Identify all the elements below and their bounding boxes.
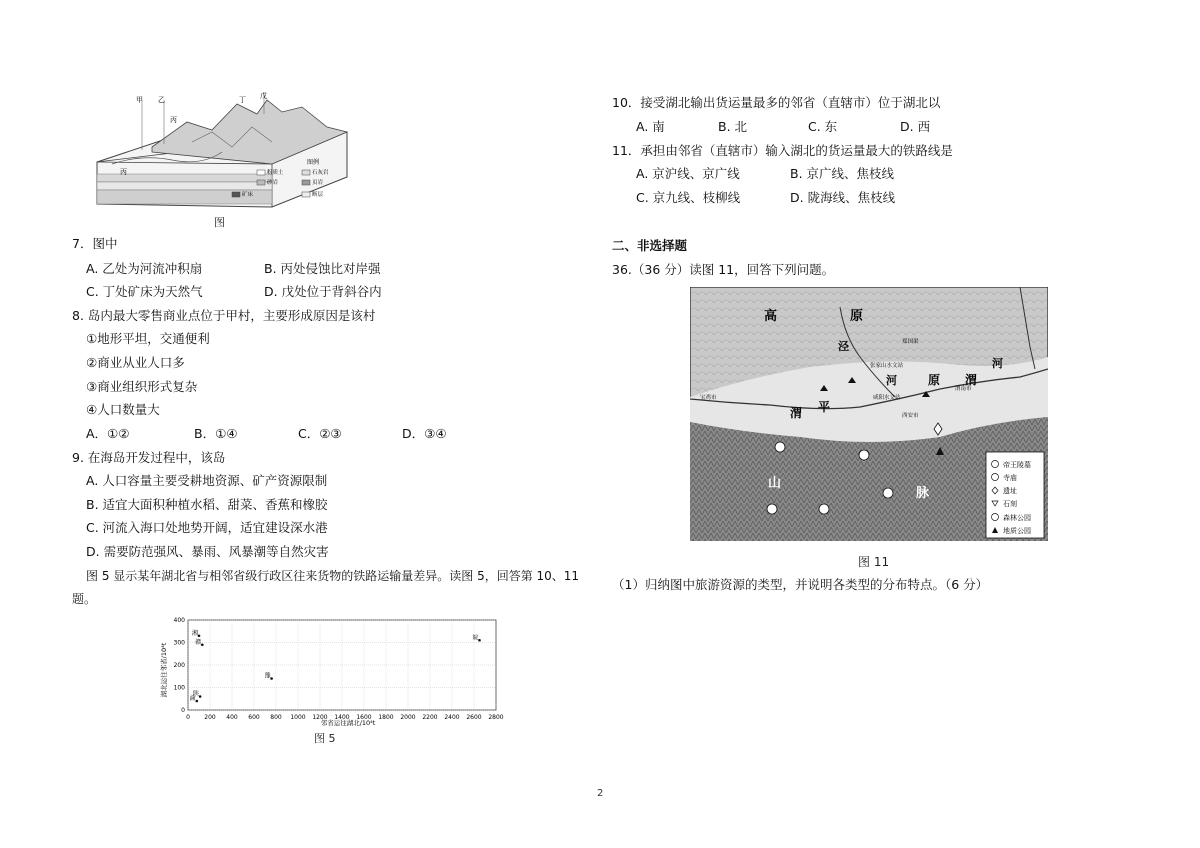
- map-label-xianyang: 咸阳水文站: [873, 395, 901, 401]
- map-label-yuan-2: 原: [928, 373, 941, 387]
- map-label-gao: 高: [764, 309, 778, 324]
- q10-option-b: B. 北: [718, 119, 748, 134]
- q7-option-a: A. 乙处为河流冲积扇: [86, 261, 203, 276]
- legend-label-temple: 寺庙: [1003, 474, 1017, 482]
- x-tick-label: 1000: [290, 714, 306, 721]
- figure5-chart: [150, 612, 510, 728]
- q10-option-c: C. 东: [808, 119, 838, 134]
- forest-park-icon: [883, 488, 893, 498]
- data-point: [201, 643, 204, 646]
- x-tick-label: 2400: [444, 714, 460, 721]
- y-tick-label: 200: [173, 662, 185, 669]
- data-point-label: 渝: [189, 695, 196, 702]
- map-label-shan: 山: [768, 476, 782, 491]
- block-legend-1: 粉质土: [267, 170, 284, 176]
- legend-label-mausoleum: 帝王陵墓: [1003, 461, 1031, 469]
- block-diagram-caption: 图: [214, 216, 225, 229]
- x-tick-label: 2600: [466, 714, 482, 721]
- map-label-mai: 脉: [916, 486, 930, 501]
- q9-option-b: B. 适宜大面积种植水稻、甜菜、香蕉和橡胶: [86, 497, 328, 512]
- data-point: [478, 639, 481, 642]
- map-label-baoji: 宝鸡市: [700, 395, 717, 401]
- map-label-zhengguoqu: 郑国渠: [902, 339, 919, 345]
- q7-stem: 7．图中: [72, 236, 118, 251]
- q9-option-a: A. 人口容量主要受耕地资源、矿产资源限制: [86, 473, 328, 488]
- q8-option-c: C．②③: [298, 426, 342, 441]
- forest-park-icon: [775, 442, 785, 452]
- x-tick-label: 200: [204, 714, 216, 721]
- q10-option-d: D. 西: [900, 119, 931, 134]
- x-tick-label: 600: [248, 714, 260, 721]
- q8-item-3: ③商业组织形式复杂: [86, 379, 198, 394]
- x-tick-label: 1800: [378, 714, 394, 721]
- figure5-intro-line2: 题。: [72, 592, 97, 606]
- page-number: 2: [597, 788, 604, 799]
- block-legend-3: 砂岩: [267, 180, 279, 186]
- legend-mausoleum-icon: [992, 461, 999, 468]
- map-label-he-1: 河: [886, 374, 897, 387]
- y-tick-label: 300: [173, 639, 185, 647]
- map-label-yuan: 原: [850, 309, 864, 324]
- q10-stem: 10．接受湖北输出货运量最多的邻省（直辖市）位于湖北以: [612, 95, 941, 110]
- map-label-jing: 泾: [838, 340, 849, 353]
- x-tick-label: 1400: [334, 714, 350, 721]
- block-label-wu: 戊: [260, 92, 267, 100]
- q8-item-4: ④人口数量大: [86, 402, 160, 417]
- x-tick-label: 0: [186, 714, 190, 721]
- map-label-he-2: 河: [992, 357, 1003, 370]
- q11-option-c: C. 京九线、枝柳线: [636, 190, 741, 205]
- scatter-xlabel: 邻省运往湖北/10⁴t: [320, 719, 376, 727]
- legend-label-stone-carving: 石刻: [1003, 500, 1017, 508]
- forest-park-icon: [819, 504, 829, 514]
- q9-option-d: D. 需要防范强风、暴雨、风暴潮等自然灾害: [86, 544, 329, 559]
- x-tick-label: 1200: [312, 714, 328, 721]
- q10-option-a: A. 南: [636, 119, 665, 134]
- x-tick-label: 1600: [356, 714, 372, 721]
- block-legend-6: 断层: [312, 192, 324, 198]
- x-tick-label: 2200: [422, 714, 438, 721]
- q8-option-d: D．③④: [402, 426, 447, 441]
- scatter-ylabel: 湖北运往邻省/10⁴t: [160, 642, 168, 698]
- map-label-wei-1: 渭: [965, 373, 978, 387]
- q11-stem: 11．承担由邻省（直辖市）输入湖北的货运量最大的铁路线是: [612, 143, 953, 158]
- x-tick-label: 2000: [400, 714, 416, 721]
- scatter-svg: [150, 612, 510, 728]
- y-tick-label: 100: [173, 684, 185, 692]
- block-label-jia: 甲: [136, 96, 143, 104]
- block-label-ding: 丁: [239, 96, 246, 104]
- data-point-label: 皖: [472, 634, 479, 642]
- forest-park-icon: [859, 450, 869, 460]
- q11-option-a: A. 京沪线、京广线: [636, 166, 740, 181]
- q8-stem: 8. 岛内最大零售商业点位于甲村，主要形成原因是该村: [72, 308, 376, 323]
- block-label-bing: 丙: [170, 116, 177, 124]
- q11-option-b: B. 京广线、焦枝线: [790, 166, 895, 181]
- block-legend-2: 石灰岩: [312, 170, 329, 176]
- figure5-caption: 图 5: [314, 732, 336, 745]
- map-label-wei-2: 渭: [790, 406, 803, 420]
- legend-label-geopark: 地质公园: [1003, 527, 1031, 535]
- block-diagram-svg: [92, 92, 352, 210]
- data-point: [199, 695, 202, 698]
- q7-option-d: D. 戊处位于背斜谷内: [264, 284, 382, 299]
- data-point: [196, 700, 199, 703]
- q7-option-b: B. 丙处侵蚀比对岸强: [264, 261, 381, 276]
- map-caption: 图 11: [858, 555, 890, 569]
- x-tick-label: 400: [226, 714, 238, 721]
- x-tick-label: 800: [270, 714, 282, 721]
- block-legend-title: 图例: [307, 159, 320, 166]
- q8-item-1: ①地形平坦，交通便利: [86, 331, 210, 346]
- y-tick-label: 0: [181, 707, 185, 714]
- forest-park-icon: [767, 504, 777, 514]
- block-diagram-figure: [92, 92, 352, 210]
- q11-option-d: D. 陇海线、焦枝线: [790, 190, 896, 205]
- legend-label-forest-park: 森林公园: [1003, 514, 1031, 522]
- data-point-label: 湘: [192, 629, 199, 637]
- q9-option-c: C. 河流入海口处地势开阔，适宜建设深水港: [86, 520, 328, 535]
- q9-stem: 9. 在海岛开发过程中，该岛: [72, 450, 226, 465]
- y-tick-label: 400: [173, 617, 185, 624]
- data-point-label: 赣: [195, 638, 202, 646]
- section2-heading: 二、非选择题: [612, 238, 688, 253]
- legend-forest-park-icon: [992, 514, 999, 521]
- q8-option-a: A．①②: [86, 426, 130, 441]
- legend-temple-icon: [992, 474, 999, 481]
- map-figure11: [690, 287, 1048, 541]
- block-label-bing-2: 丙: [120, 168, 127, 176]
- data-point: [198, 634, 201, 637]
- q8-option-b: B．①④: [194, 426, 238, 441]
- block-legend-4: 页岩: [312, 180, 324, 186]
- map-label-zhangjiashan: 张家山水文站: [870, 363, 904, 369]
- figure5-intro-line1: 图 5 显示某年湖北省与相邻省级行政区往来货物的铁路运输量差异。读图 5，回答第 10、11: [86, 569, 580, 583]
- q7-option-c: C. 丁处矿床为天然气: [86, 284, 203, 299]
- block-legend-5: 矿床: [242, 192, 254, 198]
- q8-item-2: ②商业从业人口多: [86, 355, 185, 370]
- data-point-label: 陕: [193, 690, 200, 698]
- q36-sub1: （1）归纳图中旅游资源的类型，并说明各类型的分布特点。（6 分）: [612, 577, 989, 592]
- block-label-yi: 乙: [158, 96, 165, 104]
- map-label-weinan: 渭南市: [955, 386, 972, 392]
- map-svg: [690, 287, 1048, 541]
- x-tick-label: 2800: [488, 714, 504, 721]
- data-point-label: 豫: [264, 672, 271, 680]
- map-label-xian: 西安市: [902, 413, 919, 419]
- map-label-ping: 平: [818, 400, 831, 414]
- q36-stem: 36.（36 分）读图 11，回答下列问题。: [612, 262, 835, 277]
- data-point: [270, 677, 273, 680]
- legend-label-ruins: 遗址: [1003, 487, 1017, 495]
